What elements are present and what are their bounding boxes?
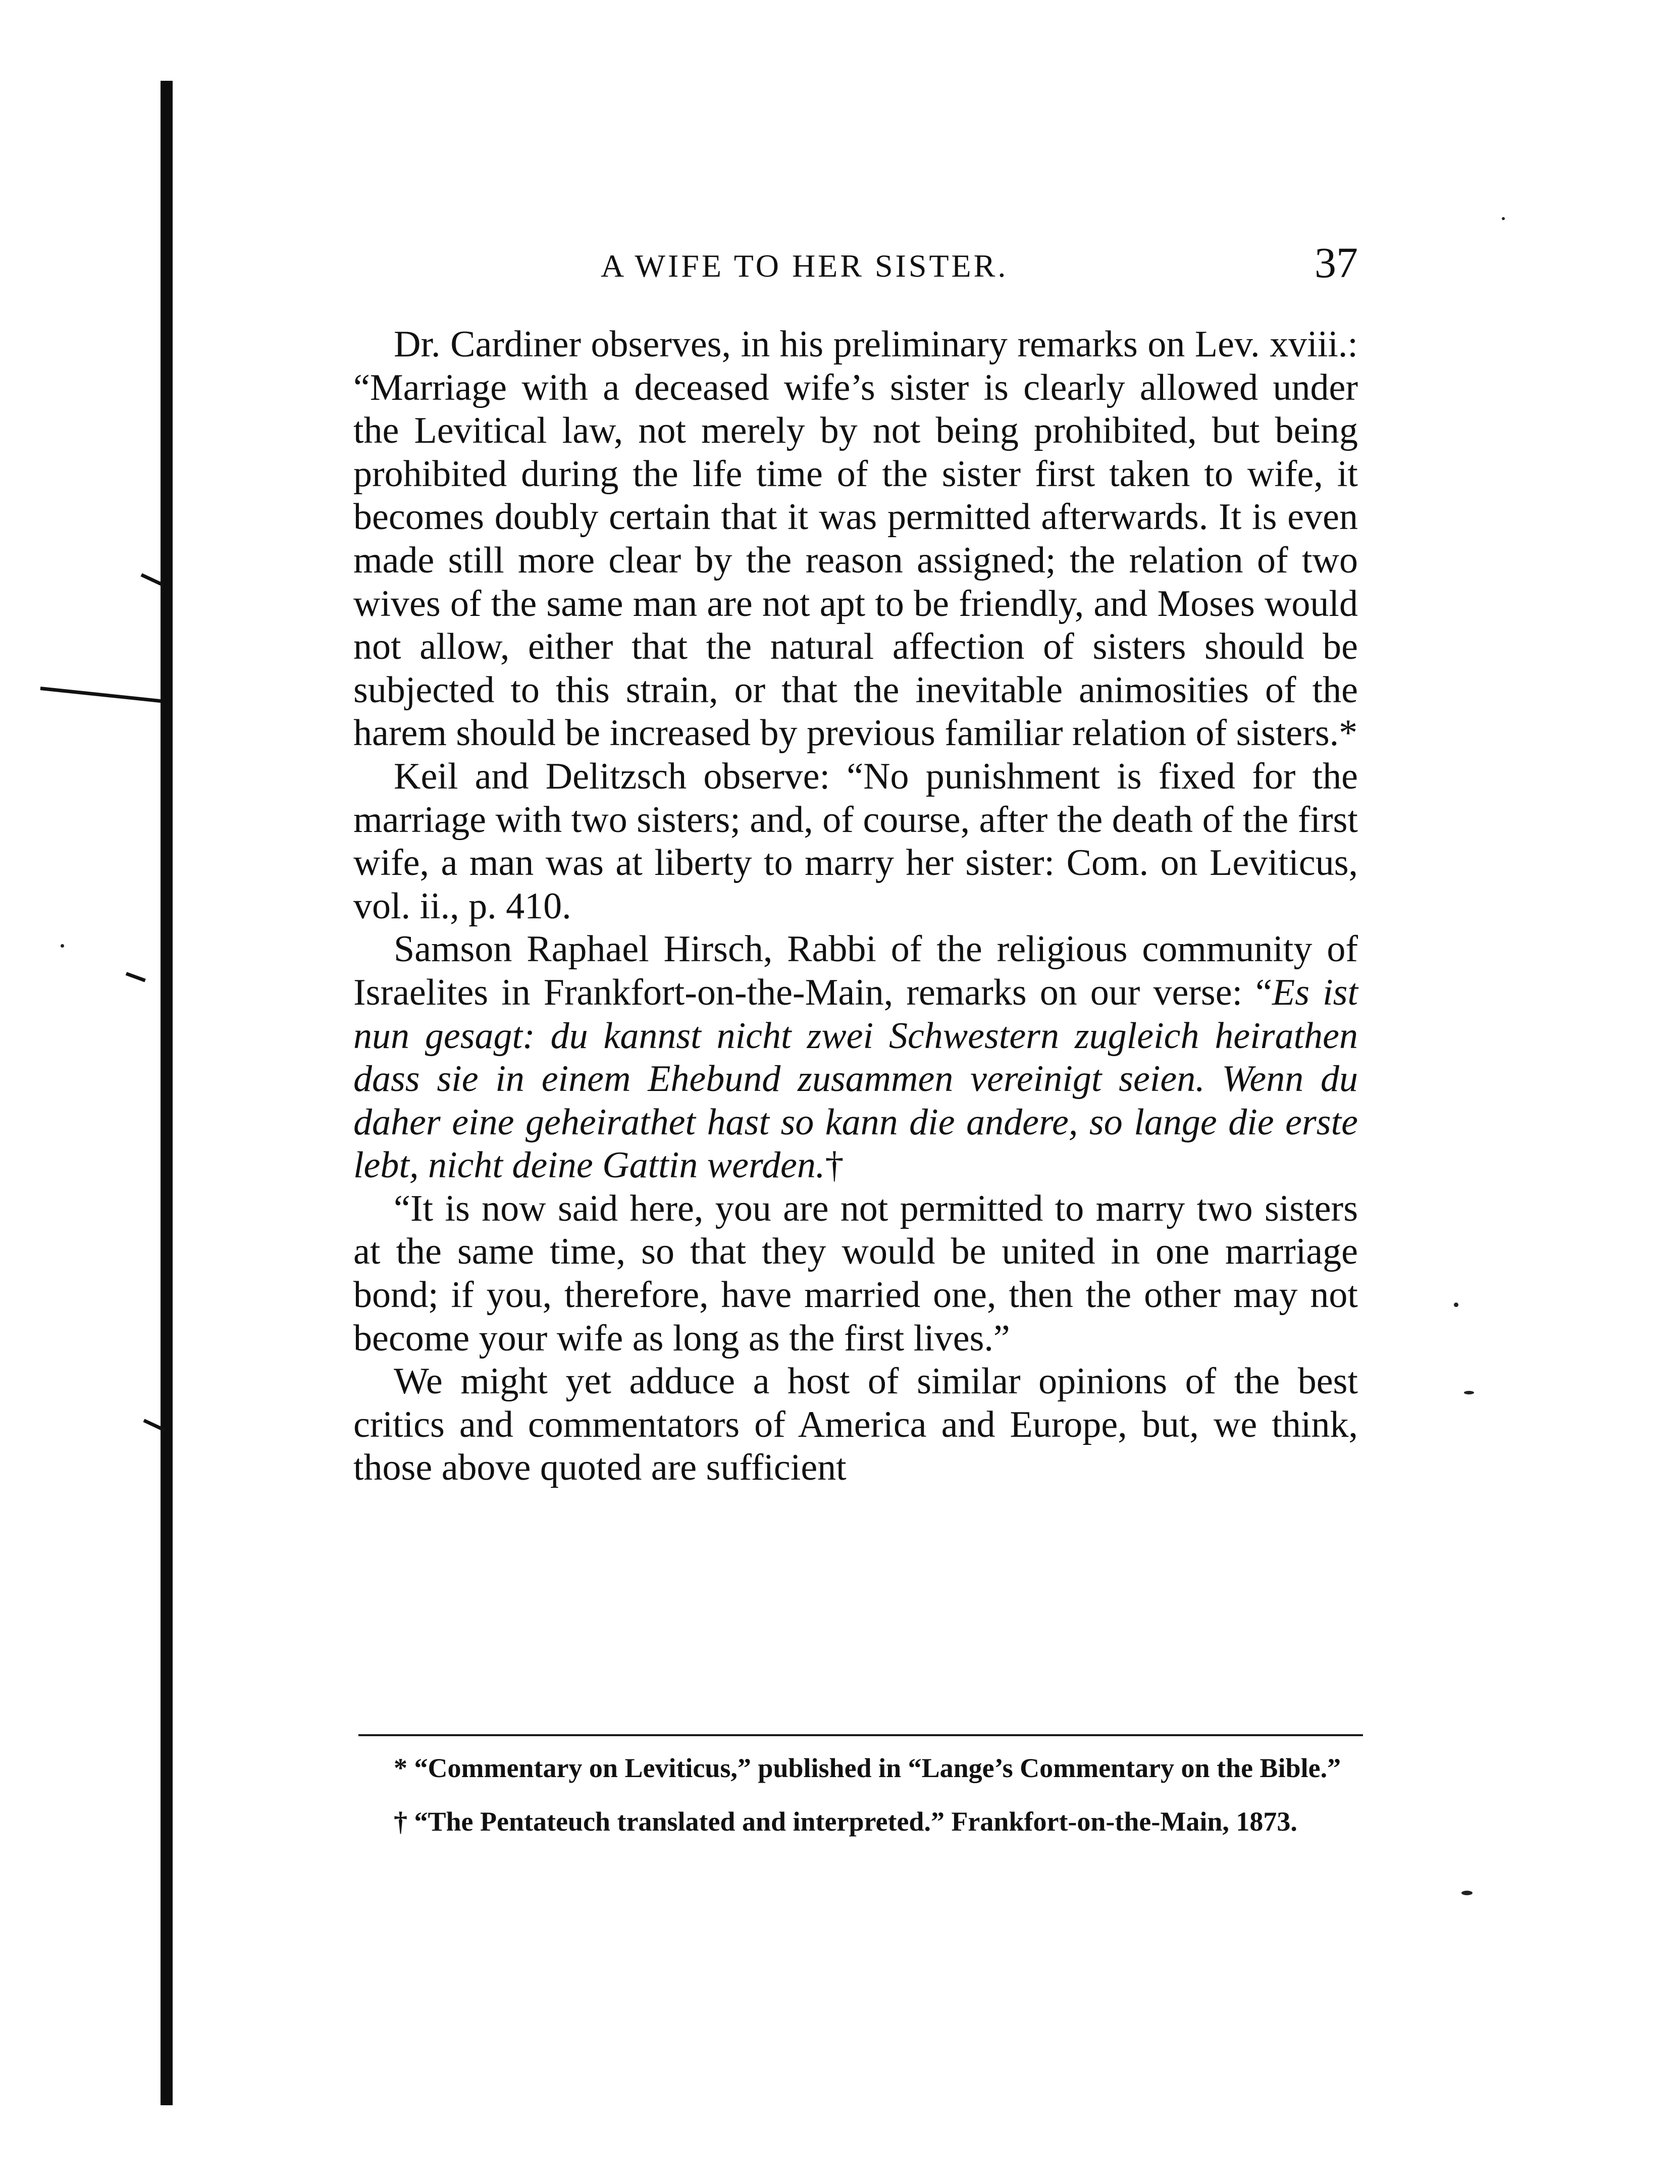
footnote-rule	[358, 1734, 1363, 1736]
binding-mark	[40, 687, 161, 703]
speck	[1502, 217, 1505, 220]
hirsch-intro: Samson Raphael Hirsch, Rabbi of the religious community of Israelites in Frankfort-on-the-Main, remarks on our verse: “	[353, 928, 1358, 1013]
binding-mark	[126, 972, 146, 982]
body-text	[353, 323, 1358, 1490]
footnote-pentateuch: † “The Pentateuch translated and interpreted.” Frankfort-on-the-Main, 1873.	[394, 1806, 1297, 1837]
footnotes	[353, 1751, 1363, 1858]
footnote-lange: * “Commentary on Leviticus,” published in “Lange’s Commentary on the Bible.”	[394, 1753, 1341, 1783]
binding-edge	[161, 81, 173, 2105]
speck	[1454, 1303, 1458, 1307]
speck	[61, 944, 64, 948]
page-number: 37	[1315, 238, 1358, 287]
paragraph-translation: “It is now said here, you are not permitted to marry two sisters at the same time, so that they would be united in one marriage bond; if you, therefore, have married one, then the other may not become your wife as long as the first lives.”	[353, 1187, 1358, 1359]
paragraph-keil-delitzsch: Keil and Delitzsch observe: “No punishment is fixed for the marriage with two sisters; and, of course, after the death of the first wife, a man was at liberty to marry her sister: Com. on Leviticus, vol. ii., p. 410.	[353, 755, 1358, 927]
speck	[1461, 1891, 1473, 1895]
footnote-mark-dagger: †	[825, 1145, 844, 1186]
paragraph-hirsch	[353, 928, 1358, 1187]
page-header	[348, 237, 1358, 298]
running-head: A WIFE TO HER SISTER.	[601, 248, 1009, 284]
speck	[1464, 1391, 1474, 1394]
paragraph-conclusion: We might yet adduce a host of similar opinions of the best critics and commentators of America and Europe, but, we think, those above quoted are sufficient	[353, 1361, 1358, 1489]
paragraph-cardiner: Dr. Cardiner observes, in his preliminary remarks on Lev. xviii.: “Marriage with a deceased wife’s sister is clearly allowed under the Levitical law, not merely by not being prohibited, but being prohibited during the life time of the sister first taken to wife, it becomes doubly certain that it was permitted afterwards. It is even made still more clear by the reason assigned; the relation of two wives of the same man are not apt to be friendly, and Moses would not allow, either that the natural affection of sisters should be subjected to this strain, or that the inevitable animosities of the harem should be increased by previous familiar relation of sisters.*	[353, 324, 1358, 754]
german-quote: Es ist nun gesagt: du kannst nicht zwei Schwestern zugleich heirathen dass sie in einem Ehebund zusammen vereinigt seien. Wenn du daher eine geheirathet hast so kann die andere, so lange die erste lebt, nicht deine Gattin werden.	[353, 971, 1358, 1186]
